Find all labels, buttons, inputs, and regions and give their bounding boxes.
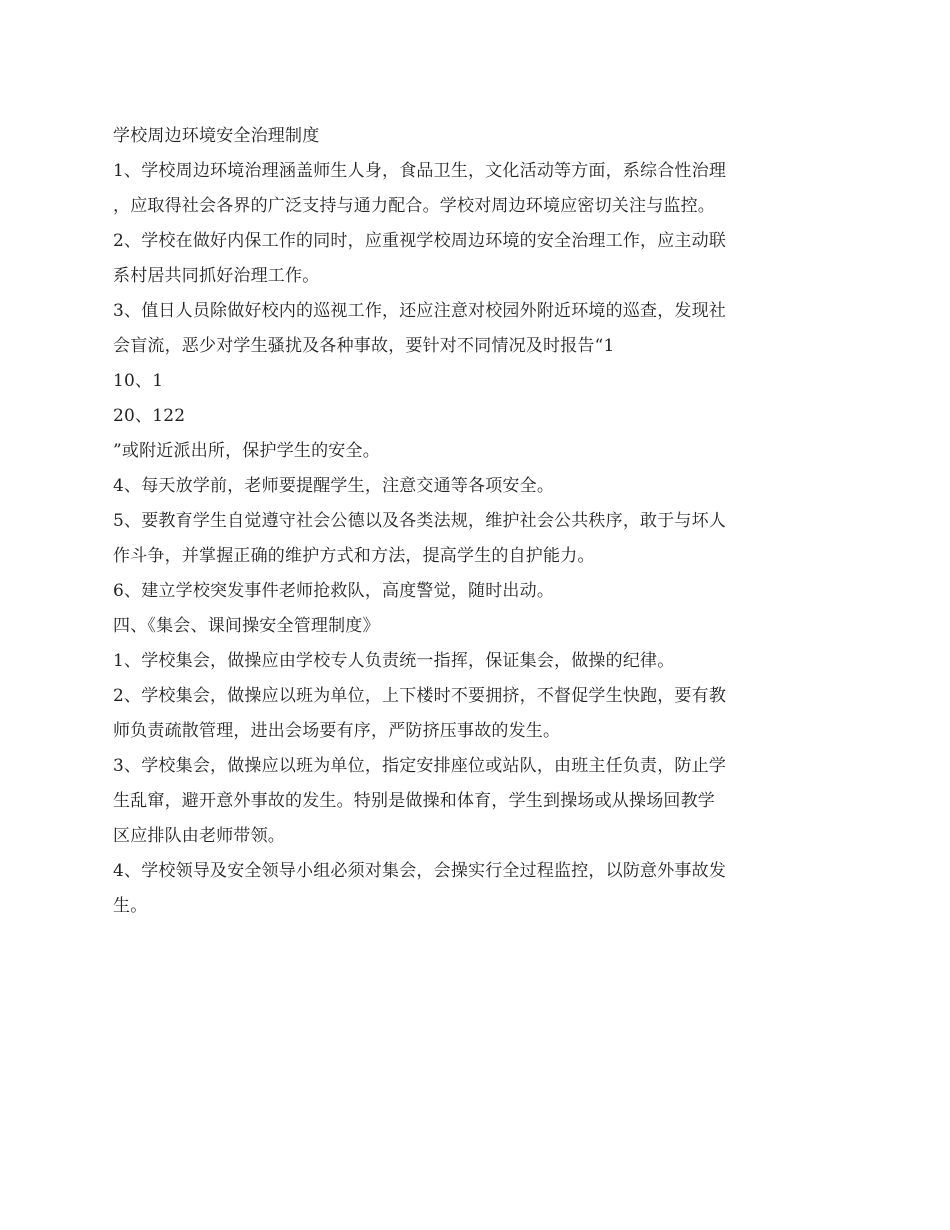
paragraph-line: 生。	[113, 896, 148, 916]
paragraph-line: 20、122	[113, 406, 186, 426]
paragraph-line: 3、值日人员除做好校内的巡视工作，还应注意对校园外附近环境的巡查，发现社	[113, 301, 727, 321]
paragraph-line: 3、学校集会，做操应以班为单位，指定安排座位或站队，由班主任负责，防止学	[113, 756, 727, 776]
paragraph-line: 作斗争，并掌握正确的维护方式和方法，提高学生的自护能力。	[113, 546, 595, 566]
paragraph-line: 4、学校领导及安全领导小组必须对集会，会操实行全过程监控，以防意外事故发	[113, 861, 727, 881]
paragraph-line: 会盲流，恶少对学生骚扰及各种事故，要针对不同情况及时报告“1	[113, 336, 615, 356]
document-body	[113, 124, 783, 929]
paragraph-line: 2、学校在做好内保工作的同时，应重视学校周边环境的安全治理工作，应主动联	[113, 231, 727, 251]
section-heading: 四、《集会、课间操安全管理制度》	[113, 616, 380, 636]
paragraph-line: 师负责疏散管理，进出会场要有序，严防挤压事故的发生。	[113, 721, 561, 741]
paragraph-line: ”或附近派出所，保护学生的安全。	[113, 441, 380, 461]
paragraph-line: 生乱窜，避开意外事故的发生。特别是做操和体育，学生到操场或从操场回教学	[113, 791, 715, 811]
paragraph-line: 1、学校集会，做操应由学校专人负责统一指挥，保证集会，做操的纪律。	[113, 651, 675, 671]
paragraph-line: 10、1	[113, 371, 164, 391]
paragraph-line: ，应取得社会各界的广泛支持与通力配合。学校对周边环境应密切关注与监控。	[113, 196, 715, 216]
paragraph-line: 区应排队由老师带领。	[113, 826, 285, 846]
paragraph-line: 系村居共同抓好治理工作。	[113, 266, 320, 286]
paragraph-line: 1、学校周边环境治理涵盖师生人身，食品卫生，文化活动等方面，系综合性治理	[113, 161, 727, 181]
paragraph-line: 5、要教育学生自觉遵守社会公德以及各类法规，维护社会公共秩序，敢于与坏人	[113, 511, 727, 531]
document-title: 学校周边环境安全治理制度	[113, 126, 320, 146]
paragraph-line: 6、建立学校突发事件老师抢救队，高度警觉，随时出动。	[113, 581, 555, 601]
paragraph-line: 2、学校集会，做操应以班为单位，上下楼时不要拥挤，不督促学生快跑，要有教	[113, 686, 727, 706]
paragraph-line: 4、每天放学前，老师要提醒学生，注意交通等各项安全。	[113, 476, 555, 496]
